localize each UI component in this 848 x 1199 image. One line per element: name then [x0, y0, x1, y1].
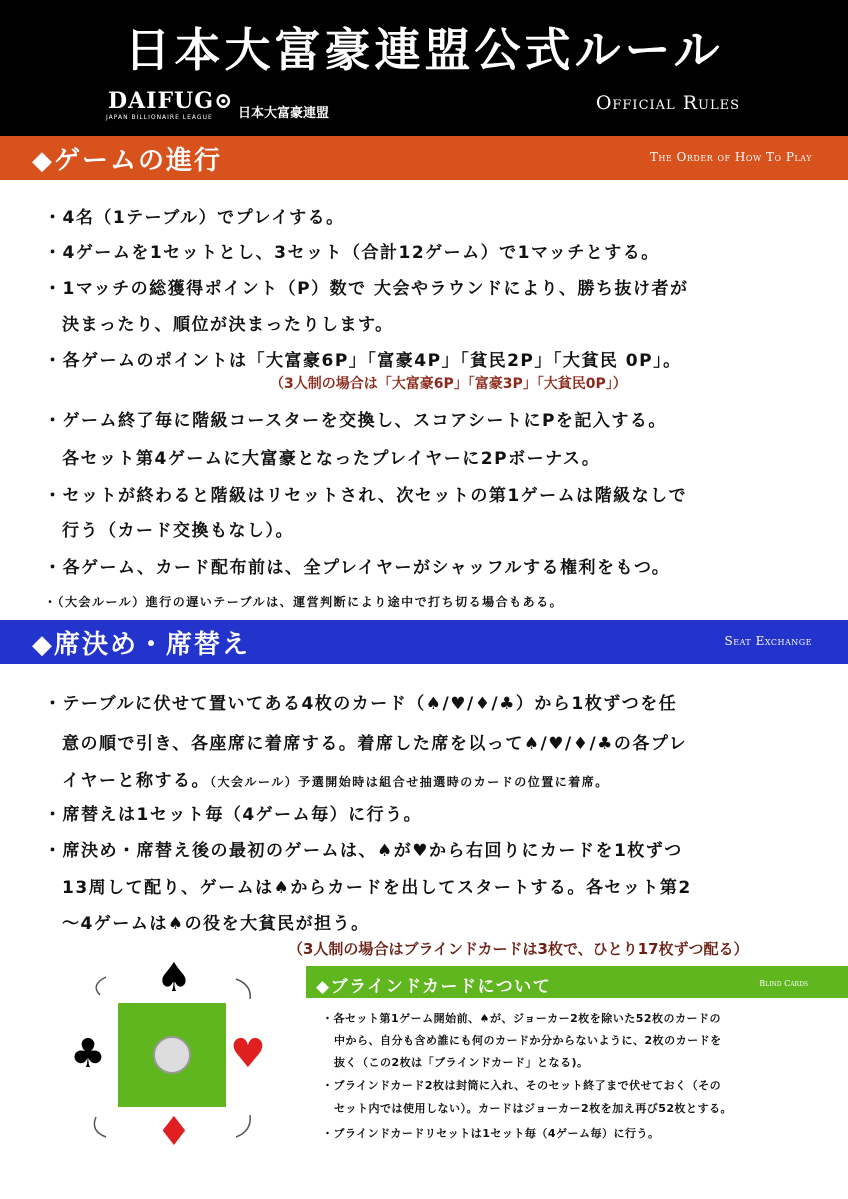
rule-line: ・テーブルに伏せて置いてある4枚のカード（♠/♥/♦/♣）から1枚ずつを任 — [44, 694, 678, 714]
official-rules-label: Official Rules — [595, 92, 740, 114]
rotation-arrow — [96, 977, 106, 995]
section-title-en: Seat Exchange — [724, 634, 812, 648]
diamond-icon: ♦ — [156, 1109, 192, 1155]
rule-line: ・ゲーム終了毎に階級コースターを交換し、スコアシートにPを記入する。 — [44, 411, 667, 431]
rule-line — [62, 766, 609, 791]
spade-icon: ♠ — [156, 955, 192, 1001]
blind-rule-line: ・ブラインドカードリセットは1セット毎（4ゲーム毎）に行う。 — [322, 1127, 660, 1140]
rule-line: 意の順で引き、各座席に着席する。着席した席を以って♠/♥/♦/♣の各プレ — [62, 734, 688, 754]
blind-rule-line: ・ブラインドカード2枚は封筒に入れ、そのセット終了まで伏せておく（その — [322, 1079, 722, 1092]
three-player-note: （3人制の場合はブラインドカードは3枚で、ひとり17枚ずつ配る） — [288, 940, 749, 958]
header — [0, 0, 848, 136]
rule-line: ・（大会ルール）進行の遅いテーブルは、運営判断により途中で打ち切る場合もある。 — [44, 595, 564, 609]
rule-line: ・4ゲームを1セットとし、3セット（合計12ゲーム）で1マッチとする。 — [44, 243, 660, 263]
rule-line: ・4名（1テーブル）でプレイする。 — [44, 208, 345, 228]
rule-line: 行う（カード交換もなし）。 — [62, 521, 294, 541]
logo-subtitle: JAPAN BILLIONAIRE LEAGUE — [106, 114, 213, 121]
table-center-logo — [154, 1037, 190, 1073]
rule-line: ・セットが終わると階級はリセットされ、次セットの第1ゲームは階級なしで — [44, 486, 688, 506]
rotation-arrow — [236, 1115, 250, 1137]
blind-rule-line: ・各セット第1ゲーム開始前、♠が、ジョーカー2枚を除いた52枚のカードの — [322, 1012, 722, 1025]
rule-line: 各セット第4ゲームに大富豪となったプレイヤーに2Pボーナス。 — [62, 449, 601, 469]
logo-japanese: 日本大富豪連盟 — [238, 106, 330, 121]
rule-line: 13周して配り、ゲームは♠からカードを出してスタートする。各セット第2 — [62, 878, 692, 898]
blind-rule-line: 中から、自分も含め誰にも何のカードか分からないように、2枚のカードを — [334, 1034, 722, 1047]
rule-line: ・席替えは1セット毎（4ゲーム毎）に行う。 — [44, 805, 423, 825]
rotation-arrow — [94, 1117, 106, 1137]
three-player-note: （3人制の場合は「大富豪6P」「富豪3P」「大貧民0P」） — [270, 376, 627, 392]
rule-line: ～4ゲームは♠の役を大貧民が担う。 — [62, 914, 370, 934]
rule-text: イヤーと称する。 — [62, 771, 210, 791]
rotation-arrow — [236, 979, 250, 999]
page-title: 日本大富豪連盟公式ルール — [124, 23, 724, 77]
blind-cards-title: ◆ブラインドカードについて — [316, 977, 552, 997]
seating-diagram — [60, 955, 290, 1165]
rule-line: ・各ゲーム、カード配布前は、全プレイヤーがシャッフルする権利をもつ。 — [44, 558, 671, 578]
blind-cards-title-en: Blind Cards — [759, 979, 808, 988]
section-title-en: The Order of How To Play — [649, 150, 812, 164]
section-title: ◆席決め・席替え — [32, 630, 250, 660]
section-order-of-play — [0, 136, 848, 180]
section-seat-exchange — [0, 620, 848, 664]
blind-rule-line: 抜く（この2枚は「ブラインドカード」となる)。 — [334, 1056, 589, 1069]
blind-rule-line: セット内では使用しない）。カードはジョーカー2枚を加え再び52枚とする。 — [334, 1102, 733, 1115]
rule-line: 決まったり、順位が決まったりします。 — [62, 315, 394, 335]
rule-line: ・席決め・席替え後の最初のゲームは、♠が♥から右回りにカードを1枚ずつ — [44, 841, 683, 861]
rule-line: ・各ゲームのポイントは「大富豪6P」「富豪4P」「貧民2P」「大貧民 0P」。 — [44, 351, 682, 371]
heart-icon: ♥ — [230, 1031, 266, 1077]
rule-line: ・1マッチの総獲得ポイント（P）数で 大会やラウンドにより、勝ち抜け者が — [44, 279, 689, 299]
section-title: ◆ゲームの進行 — [32, 146, 222, 176]
blind-cards-banner — [306, 966, 848, 998]
club-icon: ♣ — [70, 1031, 106, 1077]
rule-text: （大会ルール）予選開始時は組合せ抽選時のカードの位置に着席。 — [210, 775, 609, 789]
daifugo-logo: DAIFUG⊙ — [108, 88, 234, 114]
